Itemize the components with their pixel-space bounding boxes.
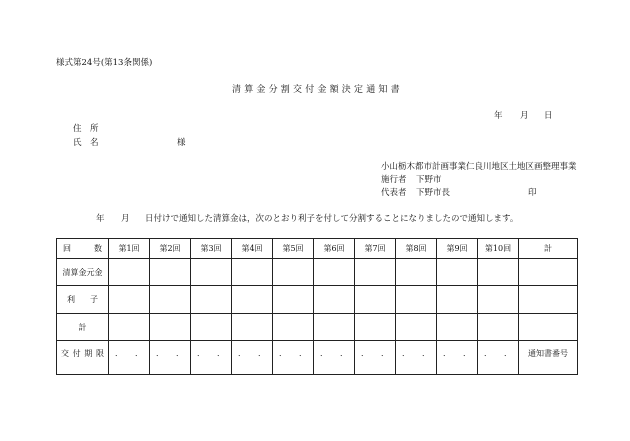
cell: [109, 314, 150, 341]
date-dot: ．: [238, 349, 246, 358]
row-label-deadline-2: 付: [72, 349, 81, 358]
date-dot: ．: [422, 349, 430, 358]
cell: [191, 286, 232, 314]
date-day: 日: [544, 111, 553, 121]
executor-label: 施行者: [381, 175, 407, 185]
deadline-cell: [150, 341, 191, 375]
col-header: 第4回: [232, 239, 273, 259]
deadline-cell: [437, 341, 478, 375]
name-label: 氏 名: [73, 138, 99, 148]
row-label-interest-cell: [57, 286, 109, 314]
address-label: 住 所: [73, 124, 99, 134]
col-header: 第9回: [437, 239, 478, 259]
table-row-total: [57, 314, 578, 341]
deadline-cell: [478, 341, 519, 375]
notice-number-label: 通知書番号: [519, 341, 578, 375]
row-label-interest-1: 利: [67, 295, 75, 304]
col-header: 第7回: [355, 239, 396, 259]
row-label-interest-2: 子: [90, 295, 98, 304]
corner-label-1: 回: [63, 244, 71, 253]
document-title: 清算金分割交付金額決定通知書: [232, 85, 403, 95]
date-dot: ．: [402, 349, 410, 358]
form-number: 様式第24号(第13条関係): [56, 58, 153, 68]
deadline-cell: [273, 341, 314, 375]
cell: [519, 259, 578, 286]
date-dot: ．: [176, 349, 184, 358]
cell: [519, 286, 578, 314]
cell: [437, 314, 478, 341]
cell: [437, 259, 478, 286]
date-dot: ．: [361, 349, 369, 358]
date-dot: ．: [504, 349, 512, 358]
table-row-deadline: [57, 341, 578, 375]
row-label-deadline-4: 限: [95, 349, 104, 358]
cell: [396, 314, 437, 341]
date-dot: ．: [484, 349, 492, 358]
executor-name: 下野市: [416, 175, 442, 185]
deadline-cell: [232, 341, 273, 375]
deadline-cell: [109, 341, 150, 375]
row-label-deadline-cell: [57, 341, 109, 375]
deadline-cell: [396, 341, 437, 375]
body-month: 月: [121, 214, 130, 224]
body-year: 年: [96, 214, 105, 224]
date-dot: ．: [279, 349, 287, 358]
cell: [314, 259, 355, 286]
date-dot: ．: [340, 349, 348, 358]
cell: [191, 259, 232, 286]
col-header: 第5回: [273, 239, 314, 259]
date-dot: ．: [217, 349, 225, 358]
cell: [273, 286, 314, 314]
col-header: 第2回: [150, 239, 191, 259]
date-dot: ．: [135, 349, 143, 358]
representative-label: 代表者: [381, 188, 407, 198]
cell: [109, 259, 150, 286]
cell: [109, 286, 150, 314]
cell: [355, 259, 396, 286]
date-dot: ．: [443, 349, 451, 358]
date-dot: ．: [320, 349, 328, 358]
cell: [478, 286, 519, 314]
body-text: 日付けで通知した清算金は，次のとおり利子を付して分割することになりましたので通知します。: [145, 214, 519, 224]
date-dot: ．: [115, 349, 123, 358]
deadline-cell: [191, 341, 232, 375]
cell: [232, 259, 273, 286]
cell: [519, 314, 578, 341]
installment-table: [56, 238, 578, 375]
corner-cell: [57, 239, 109, 259]
date-dot: ．: [299, 349, 307, 358]
cell: [355, 314, 396, 341]
date-dot: ．: [156, 349, 164, 358]
cell: [150, 259, 191, 286]
row-label-principal: 清算金元金: [57, 259, 109, 286]
col-header-total: 計: [519, 239, 578, 259]
cell: [273, 259, 314, 286]
seal-mark: 印: [528, 188, 537, 198]
honorific: 様: [177, 138, 186, 148]
date-dot: ．: [381, 349, 389, 358]
cell: [232, 314, 273, 341]
cell: [478, 314, 519, 341]
representative-name: 下野市長: [416, 188, 451, 198]
date-dot: ．: [258, 349, 266, 358]
col-header: 第1回: [109, 239, 150, 259]
row-label-deadline-1: 交: [61, 349, 69, 358]
date-month: 月: [520, 111, 529, 121]
date-year: 年: [494, 111, 503, 121]
date-dot: ．: [197, 349, 205, 358]
cell: [355, 286, 396, 314]
cell: [314, 286, 355, 314]
col-header: 第8回: [396, 239, 437, 259]
cell: [191, 314, 232, 341]
cell: [478, 259, 519, 286]
deadline-cell: [314, 341, 355, 375]
row-label-total: 計: [57, 314, 109, 341]
cell: [314, 314, 355, 341]
corner-label-2: 数: [94, 244, 102, 253]
deadline-cell: [355, 341, 396, 375]
cell: [150, 314, 191, 341]
col-header: 第6回: [314, 239, 355, 259]
cell: [273, 314, 314, 341]
cell: [232, 286, 273, 314]
date-dot: ．: [463, 349, 471, 358]
col-header: 第3回: [191, 239, 232, 259]
issuer-project: 小山栃木都市計画事業仁良川地区土地区画整理事業: [381, 162, 577, 172]
col-header: 第10回: [478, 239, 519, 259]
table-row-principal: [57, 259, 578, 286]
table-row-interest: [57, 286, 578, 314]
cell: [150, 286, 191, 314]
table-header-row: [57, 239, 578, 259]
row-label-deadline-3: 期: [84, 349, 93, 358]
cell: [437, 286, 478, 314]
cell: [396, 286, 437, 314]
cell: [396, 259, 437, 286]
